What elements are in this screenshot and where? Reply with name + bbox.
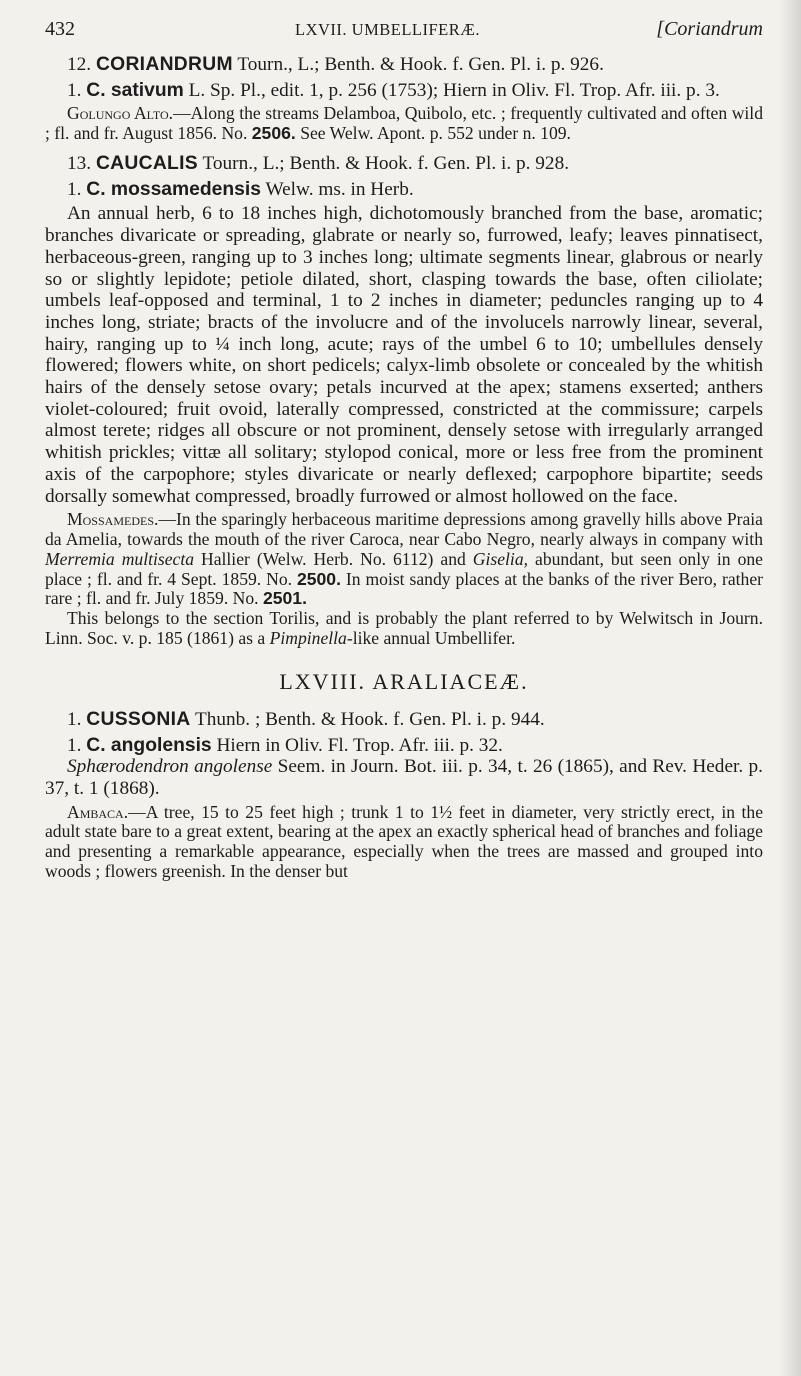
- species-name: C. angolensis: [86, 734, 212, 756]
- specimen-number: 2506.: [251, 123, 296, 144]
- species-number: 1.: [67, 79, 82, 101]
- genus-number: 12.: [67, 54, 92, 75]
- locality-text: In moist sandy places at the banks of the river Bero, rather rare ; fl. and fr. July 1859. No.: [45, 568, 763, 609]
- locality-name: Golungo Alto.: [67, 103, 174, 124]
- genus-name: CORIANDRUM: [95, 54, 233, 75]
- species-authority: Hiern in Oliv. Fl. Trop. Afr. iii. p. 32.: [216, 734, 503, 756]
- locality-text: —In the sparingly herbaceous maritime depressions among gravelly hills above Praia da Amelia, towards the mouth of the river Caroca, near Cabo Negro, nearly always in company with: [45, 509, 763, 550]
- locality-name: Ambaca.: [67, 801, 129, 822]
- genus-number: 1.: [67, 708, 82, 730]
- coriandrum-genus-entry: [45, 54, 763, 76]
- associated-genus: Giselia,: [472, 548, 529, 569]
- genus-number: 13.: [67, 153, 92, 174]
- species-authority: L. Sp. Pl., edit. 1, p. 256 (1753); Hiern in Oliv. Fl. Trop. Afr. iii. p. 3.: [188, 79, 720, 101]
- note-genus: Pimpinella-: [269, 628, 353, 649]
- synonym-authority: Seem. in Journ. Bot. iii. p. 34, t. 26 (1865), and Rev. Heder. p. 37, t. 1 (1868).: [45, 756, 763, 799]
- specimen-label: No.: [221, 123, 248, 144]
- species-authority: Welw. ms. in Herb.: [265, 178, 414, 200]
- page-header: [45, 18, 763, 54]
- caucalis-species-entry: [45, 179, 763, 201]
- species-number: 1.: [67, 178, 82, 200]
- cussonia-locality: [45, 803, 763, 882]
- caucalis-locality: [45, 510, 763, 609]
- locality-text: abundant, but seen only in one place ; fl. and fr. 4 Sept. 1859. No.: [45, 548, 763, 589]
- genus-authority: Tourn., L.; Benth. & Hook. f. Gen. Pl. i. p. 926.: [237, 54, 604, 75]
- locality-name: Mossamedes.: [67, 509, 159, 530]
- page-number: 432: [45, 18, 75, 40]
- running-title: LXVII. UMBELLIFERÆ.: [295, 20, 481, 39]
- genus-name: CUSSONIA: [86, 708, 191, 730]
- book-page: [45, 18, 763, 882]
- specimen-number: 2500.: [296, 568, 341, 589]
- associated-species: Merremia multisecta: [45, 548, 195, 569]
- page-edge-shadow: [779, 0, 801, 1376]
- locality-text: —Along the streams Delamboa, Quibolo, etc. ; frequently cultivated and often wild ; fl. and fr. August 1856.: [45, 103, 763, 144]
- species-name: C. sativum: [86, 79, 184, 101]
- note-text: This belongs to the section Torilis, and is probably the plant referred to by Welwitsch in Journ. Linn. Soc. v. p. 185 (1861) as a: [45, 608, 763, 649]
- coriandrum-species-entry: [45, 80, 763, 102]
- coriandrum-locality: [45, 104, 763, 144]
- cussonia-species-entry: [45, 735, 763, 757]
- family-heading: LXVIII. ARALIACEÆ.: [279, 668, 529, 694]
- caucalis-genus-entry: [45, 153, 763, 175]
- specimen-number: 2501.: [262, 588, 307, 609]
- note-text: like annual Umbellifer.: [352, 628, 516, 649]
- synonym-name: Sphærodendron angolense: [67, 756, 273, 778]
- locality-text: Hallier (Welw. Herb. No. 6112) and: [201, 548, 466, 569]
- caucalis-description: An annual herb, 6 to 18 inches high, dichotomously branched from the base, aromatic; branches divaricate or spreading, glabrate or nearly so, furrowed, leafy; leaves pinnatisect, herbaceous-green, ranging up to 3 inches long; ultimate segments linear, glabrous or nearly so or slightly lepidote; petiole dilated, short, clasping towards the base, often ciliolate; umbels leaf-opposed and terminal, 1 to 2 inches in diameter; peduncles ranging up to 4 inches long, striate; bracts of the involucre and of the involucels narrowly linear, several, hairy, ranging up to ¼ inch long, acute; rays of the umbel 6 to 10; umbellules densely flowered; flowers white, on short pedicels; calyx-limb obsolete or concealed by the whitish hairs of the densely setose ovary; petals incurved at the apex; stamens exserted; anthers violet-coloured; fruit ovoid, laterally compressed, constricted at the commissure; carpels almost terete; ridges all obscure or not prominent, densely setose with irregularly arranged whitish prickles; vittæ all solitary; stylopod conical, more or less free from the prominent axis of the carpophore; styles divaricate or nearly deflexed; carpophore bipartite; seeds dorsally somewhat compressed, broadly furrowed or almost hollowed on the face.: [45, 203, 763, 507]
- cussonia-synonym: [45, 756, 763, 799]
- caucalis-note: [45, 609, 763, 649]
- genus-name: CAUCALIS: [95, 153, 198, 174]
- cussonia-genus-entry: [45, 709, 763, 731]
- reference-note: See Welw. Apont. p. 552 under n. 109.: [300, 123, 571, 144]
- section-heading: [Coriandrum: [656, 18, 763, 40]
- genus-authority: Tourn., L.; Benth. & Hook. f. Gen. Pl. i. p. 928.: [202, 153, 570, 174]
- locality-text: —A tree, 15 to 25 feet high ; trunk 1 to 1½ feet in diameter, very strictly erect, in the adult state bare to a great extent, bearing at the apex an exactly spherical head of branches and foliage and presenting a remarkable appearance, especially when the trees are massed and grouped into woods ; flowers greenish. In the denser but: [45, 801, 763, 882]
- species-name: C. mossamedensis: [86, 178, 261, 200]
- species-number: 1.: [67, 734, 82, 756]
- genus-authority: Thunb. ; Benth. & Hook. f. Gen. Pl. i. p. 944.: [194, 708, 545, 730]
